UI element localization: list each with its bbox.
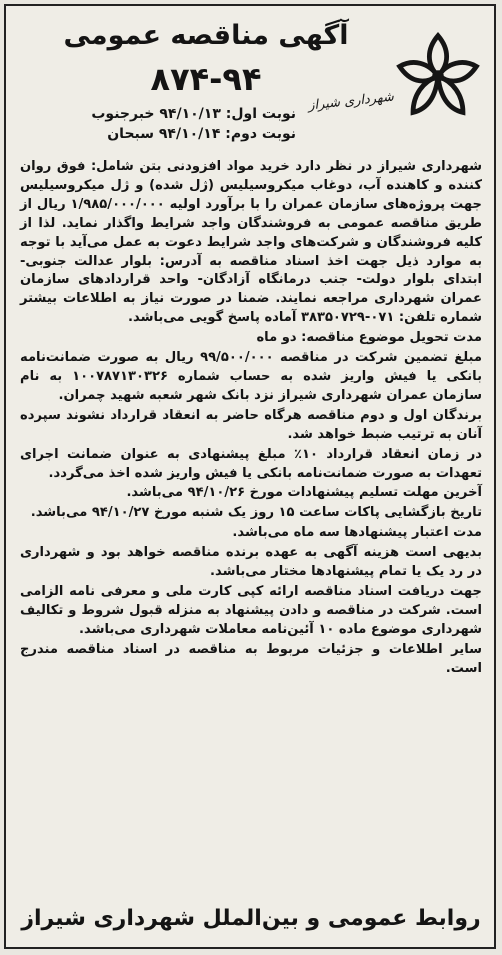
paragraph-deadline: آخرین مهلت تسلیم پیشنهادات مورخ ۹۴/۱۰/۲۶ می‌باشد.	[126, 485, 482, 501]
paragraph-validity: مدت اعتبار پیشنهادها سه ماه می‌باشد.	[232, 525, 482, 541]
notice-body	[20, 158, 482, 679]
footer-signature: روابط عمومی و بین‌الملل شهرداری شیراز	[21, 906, 481, 931]
notice-frame	[4, 4, 496, 949]
notice-title: آگهی مناقصه عمومی	[63, 20, 349, 51]
first-publication: نوبت اول: ۹۴/۱۰/۱۳ خبرجنوب	[91, 106, 296, 122]
paragraph-contract: در زمان انعقاد قرارداد ۱۰٪ مبلغ پیشنهادی به عنوان ضمانت اجرای تعهدات به صورت ضمانت‌نامه بانکی یا فیش واریز شده اخذ می‌گردد.	[20, 446, 482, 481]
paragraph-documents: جهت دریافت اسناد مناقصه ارائه کپی کارت ملی و معرفی نامه الزامی است. شرکت در مناقصه و دادن پیشنهاد به منزله قبول شروط و تکالیف شهرداری موضوع ماده ۱۰ آئین‌نامه معاملات شهرداری می‌باشد.	[20, 583, 482, 637]
logo-caption: شهرداری شیراز	[307, 89, 395, 114]
shiraz-municipality-logo-icon	[390, 26, 486, 126]
tender-number: ۸۷۴-۹۴	[150, 60, 262, 98]
paragraph-opening: تاریخ بازگشایی پاکات ساعت ۱۵ روز یک شنبه مورخ ۹۴/۱۰/۲۷ می‌باشد.	[30, 505, 482, 521]
paragraph-guarantee: مبلغ تضمین شرکت در مناقصه ۹۹/۵۰۰/۰۰۰ ریال به صورت ضمانت‌نامه بانکی یا فیش واریز شده به حساب شماره ۱۰۰۷۸۷۱۳۰۳۲۶ به نام سازمان عمران شهرداری شیراز نزد بانک شهر شعبه شهید چمران.	[20, 350, 482, 403]
paragraph-winners: برندگان اول و دوم مناقصه هرگاه حاضر به انعقاد قرارداد نشوند سپرده آنان به ترتیب ضبط خواهد شد.	[20, 407, 482, 442]
second-publication: نوبت دوم: ۹۴/۱۰/۱۴ سبحان	[107, 126, 296, 142]
paragraph-intro: شهرداری شیراز در نظر دارد خرید مواد افزودنی بتن شامل: فوق روان کننده و کاهنده آب، دوغاب میکروسیلیس (ژل شده) و ژل میکروسیلیس جهت پروژه‌های سازمان عمران را با برآورد اولیه ۱/۹۸۵/۰۰۰/۰۰۰ ریال از طریق مناقصه عمومی به فروشندگان واجد شرایط واگذار نماید. لذا از کلیه فروشندگان و شرکت‌های واجد شرایط دعوت به عمل می‌آید با توجه به موارد ذیل جهت اخذ اسناد مناقصه به آدرس: بلوار عدالت جنوبی- ابتدای بلوار دولت- جنب درمانگاه آزادگان- واحد قراردادهای سازمان عمران شهرداری مراجعه نمایند. ضمنا در صورت نیاز به اطلاعات بیشتر شماره تلفن: ۰۷۱-۳۸۳۵۰۷۲۹ آماده پاسخ گویی می‌باشد.	[20, 159, 482, 326]
notice-header	[6, 6, 494, 156]
paragraph-costs: بدیهی است هزینه آگهی به عهده برنده مناقصه خواهد بود و شهرداری در رد یک یا تمام پیشنهادها مختار می‌باشد.	[20, 545, 482, 580]
paragraph-delivery: مدت تحویل موضوع مناقصه: دو ماه	[256, 330, 482, 346]
paragraph-other: سایر اطلاعات و جزئیات مربوط به مناقصه در اسناد مناقصه مندرج است.	[20, 641, 482, 676]
publication-dates	[66, 104, 296, 144]
